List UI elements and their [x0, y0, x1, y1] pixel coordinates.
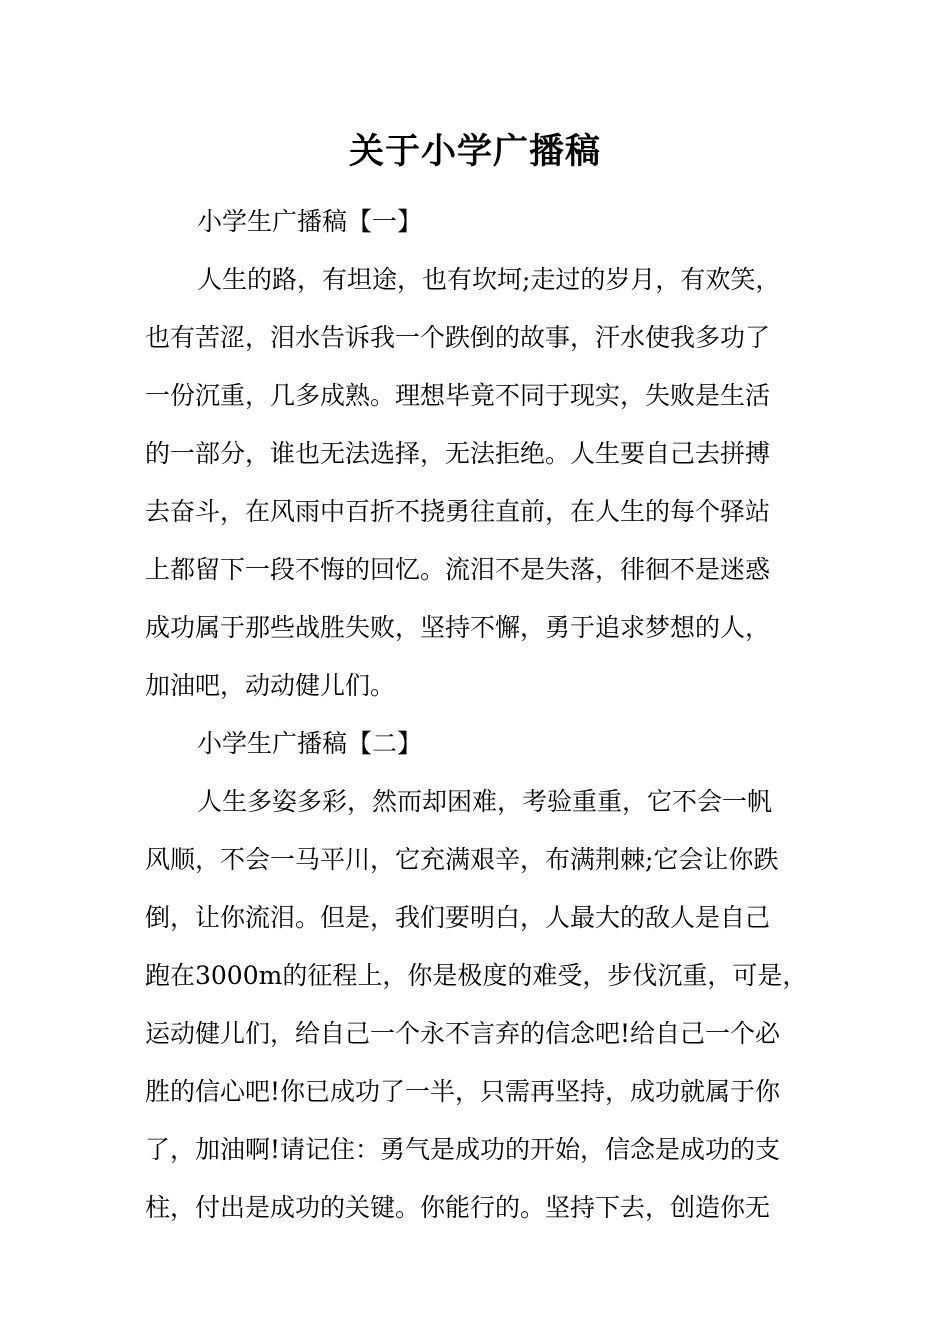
section-heading: 小学生广播稿【一】: [197, 207, 423, 236]
document-title: 关于小学广播稿: [348, 132, 601, 172]
paragraph-line: 跑在3000m的征程上，你是极度的难受，步伐沉重，可是，: [145, 961, 808, 990]
paragraph-line: 也有苦涩，泪水告诉我一个跌倒的故事，汗水使我多功了: [145, 323, 771, 352]
paragraph-line: 的一部分，谁也无法选择，无法拒绝。人生要自己去拼搏: [145, 439, 771, 468]
paragraph-line: 去奋斗，在风雨中百折不挠勇往直前，在人生的每个驿站: [145, 497, 771, 526]
paragraph-line: 胜的信心吧!你已成功了一半，只需再坚持，成功就属于你: [145, 1077, 781, 1106]
paragraph-line: 了，加油啊!请记住：勇气是成功的开始，信念是成功的支: [145, 1135, 781, 1164]
paragraph-line: 一份沉重，几多成熟。理想毕竟不同于现实，失败是生活: [145, 381, 771, 410]
paragraph-line: 运动健儿们，给自己一个永不言弃的信念吧!给自己一个必: [145, 1019, 781, 1048]
paragraph-line: 柱，付出是成功的关键。你能行的。坚持下去，创造你无: [145, 1193, 771, 1222]
paragraph-line: 人生的路，有坦途，也有坎坷;走过的岁月，有欢笑，: [197, 265, 781, 294]
paragraph-line: 上都留下一段不悔的回忆。流泪不是失落，徘徊不是迷惑: [145, 555, 771, 584]
paragraph-line: 成功属于那些战胜失败，坚持不懈，勇于追求梦想的人，: [145, 613, 771, 642]
paragraph-line: 风顺，不会一马平川，它充满艰辛，布满荆棘;它会让你跌: [145, 845, 779, 874]
section-heading: 小学生广播稿【二】: [197, 729, 423, 758]
document-body: [145, 193, 810, 1237]
paragraph-line: 人生多姿多彩，然而却困难，考验重重，它不会一帆: [197, 787, 773, 816]
paragraph-line: 加油吧，动动健儿们。: [145, 671, 396, 700]
paragraph-line: 倒，让你流泪。但是，我们要明白，人最大的敌人是自己: [145, 903, 771, 932]
